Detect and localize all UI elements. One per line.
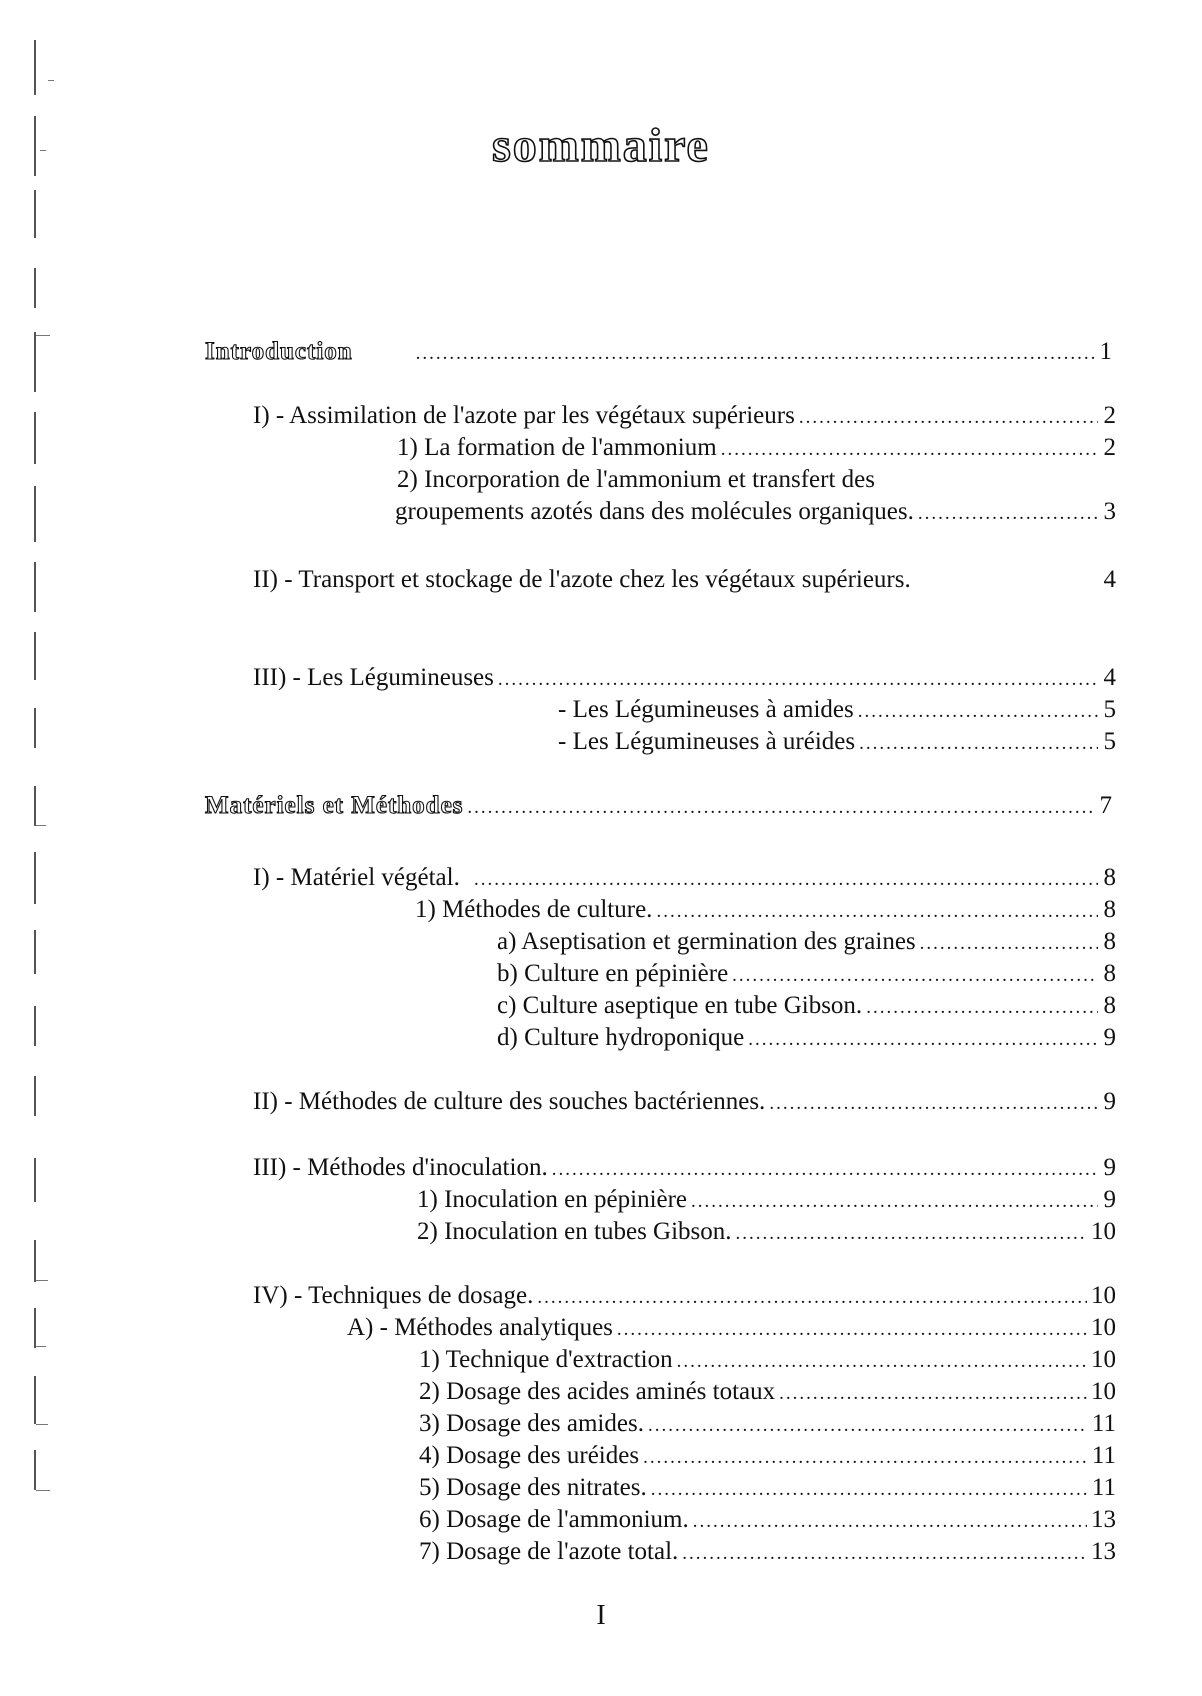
page-number: 4 xyxy=(1103,664,1116,691)
page-number: 8 xyxy=(1103,896,1116,923)
toc-entry xyxy=(419,1346,1116,1378)
page-number: 7 xyxy=(1099,792,1112,819)
toc-entry xyxy=(417,1186,1116,1218)
page-number: 2 xyxy=(1103,402,1116,429)
page-number: 10 xyxy=(1091,1282,1116,1309)
entry-text: III) - Méthodes d'inoculation. xyxy=(253,1154,548,1181)
leader-dots xyxy=(721,439,1098,461)
page-number: 10 xyxy=(1091,1218,1116,1245)
toc-entry xyxy=(419,1410,1116,1442)
page-folio: I xyxy=(596,1600,606,1631)
page-number: 11 xyxy=(1091,1474,1116,1501)
leader-dots xyxy=(552,1159,1098,1181)
toc-entry xyxy=(253,1154,1116,1186)
page-number: 9 xyxy=(1103,1088,1116,1115)
toc-section-materiels-methodes xyxy=(205,792,1112,826)
leader-dots xyxy=(866,997,1098,1019)
entry-text: c) Culture aseptique en tube Gibson. xyxy=(497,992,863,1019)
entry-text: I) - Assimilation de l'azote par les végétaux supérieurs xyxy=(253,402,795,429)
leader-dots xyxy=(691,1191,1098,1213)
entry-text: 3) Dosage des amides. xyxy=(419,1410,644,1437)
toc-entry xyxy=(253,566,1116,598)
leader-dots xyxy=(693,1511,1087,1533)
toc-entry xyxy=(497,928,1116,960)
page-number: 8 xyxy=(1103,992,1116,1019)
leader-dots xyxy=(858,701,1098,723)
toc-entry xyxy=(419,1378,1116,1410)
toc-section-introduction xyxy=(205,338,1112,372)
toc-entry xyxy=(397,466,875,494)
leader-dots xyxy=(617,1319,1087,1341)
entry-text: - Les Légumineuses à amides xyxy=(558,696,854,723)
toc-entry xyxy=(419,1442,1116,1474)
page-number: 13 xyxy=(1091,1506,1116,1533)
page-number: 11 xyxy=(1091,1442,1116,1469)
entry-text: 5) Dosage des nitrates. xyxy=(419,1474,647,1501)
toc-entry xyxy=(253,664,1116,696)
leader-dots xyxy=(656,901,1098,923)
page-number: 11 xyxy=(1091,1410,1116,1437)
entry-text: 1) Technique d'extraction xyxy=(419,1346,673,1373)
entry-text: 1) La formation de l'ammonium xyxy=(397,434,717,461)
page-number: 9 xyxy=(1103,1154,1116,1181)
leader-dots xyxy=(732,965,1098,987)
page-title: sommaire xyxy=(492,119,710,172)
entry-text: A) - Méthodes analytiques xyxy=(347,1314,613,1341)
toc-entry xyxy=(253,864,1116,896)
leader-dots xyxy=(736,1223,1087,1245)
entry-text: II) - Transport et stockage de l'azote chez les végétaux supérieurs. xyxy=(253,566,911,593)
entry-text: 4) Dosage des uréides xyxy=(419,1442,640,1469)
toc-entry xyxy=(253,1282,1116,1314)
toc-entry xyxy=(397,434,1116,466)
entry-text: III) - Les Légumineuses xyxy=(253,664,494,691)
entry-text: 2) Dosage des acides aminés totaux xyxy=(419,1378,776,1405)
page-number: 8 xyxy=(1103,960,1116,987)
page-number: 2 xyxy=(1103,434,1116,461)
entry-text: groupements azotés dans des molécules organiques. xyxy=(395,498,914,525)
entry-text: a) Aseptisation et germination des graines xyxy=(497,928,916,955)
leader-dots xyxy=(467,797,1094,819)
entry-text: IV) - Techniques de dosage. xyxy=(253,1282,534,1309)
entry-text: - Les Légumineuses à uréides xyxy=(558,728,856,755)
toc-entry xyxy=(558,728,1116,760)
toc-entry xyxy=(253,1088,1116,1120)
page-number: 1 xyxy=(1099,338,1112,365)
leader-dots xyxy=(748,1029,1098,1051)
leader-dots xyxy=(769,1093,1098,1115)
toc-entry xyxy=(419,1538,1116,1570)
entry-text: 7) Dosage de l'azote total. xyxy=(419,1538,679,1565)
page-number: 13 xyxy=(1091,1538,1116,1565)
page-number: 8 xyxy=(1103,864,1116,891)
leader-dots xyxy=(677,1351,1087,1373)
entry-text: 1) Inoculation en pépinière xyxy=(417,1186,688,1213)
leader-dots xyxy=(651,1479,1088,1501)
entry-text: 6) Dosage de l'ammonium. xyxy=(419,1506,689,1533)
toc-entry xyxy=(417,1218,1116,1250)
page-number: 10 xyxy=(1091,1314,1116,1341)
binding-marks xyxy=(26,40,66,1650)
leader-dots xyxy=(498,669,1098,691)
toc-entry xyxy=(395,498,1116,530)
page-number: 9 xyxy=(1103,1186,1116,1213)
toc-entry xyxy=(497,992,1116,1024)
entry-text: 2) Incorporation de l'ammonium et transfert des xyxy=(397,466,875,493)
leader-dots xyxy=(682,1543,1087,1565)
page-number: 4 xyxy=(1103,566,1116,593)
leader-dots xyxy=(474,869,1098,891)
page-number: 10 xyxy=(1091,1346,1116,1373)
entry-text: 2) Inoculation en tubes Gibson. xyxy=(417,1218,732,1245)
toc-entry xyxy=(415,896,1116,928)
entry-text: d) Culture hydroponique xyxy=(497,1024,745,1051)
toc-entry xyxy=(347,1314,1116,1346)
leader-dots xyxy=(643,1447,1088,1469)
entry-text: I) - Matériel végétal. xyxy=(253,864,460,891)
toc-entry xyxy=(558,696,1116,728)
entry-text: b) Culture en pépinière xyxy=(497,960,729,987)
leader-dots xyxy=(859,733,1098,755)
page-number: 5 xyxy=(1103,728,1116,755)
toc-entry xyxy=(497,1024,1116,1056)
page-number: 3 xyxy=(1103,498,1116,525)
page-number: 10 xyxy=(1091,1378,1116,1405)
toc-entry xyxy=(253,402,1116,434)
entry-text: II) - Méthodes de culture des souches bactériennes. xyxy=(253,1088,766,1115)
entry-text: 1) Méthodes de culture. xyxy=(415,896,653,923)
leader-dots xyxy=(779,1383,1087,1405)
leader-dots xyxy=(416,343,1094,365)
toc-entry xyxy=(419,1506,1116,1538)
page-number: 9 xyxy=(1103,1024,1116,1051)
leader-dots xyxy=(648,1415,1088,1437)
section-label: Introduction xyxy=(205,338,353,365)
leader-dots xyxy=(920,933,1098,955)
page-number: 5 xyxy=(1103,696,1116,723)
leader-dots xyxy=(537,1287,1087,1309)
toc-entry xyxy=(419,1474,1116,1506)
toc-entry xyxy=(497,960,1116,992)
section-label: Matériels et Méthodes xyxy=(205,792,464,819)
leader-dots xyxy=(799,407,1098,429)
leader-dots xyxy=(918,503,1098,525)
page-number: 8 xyxy=(1103,928,1116,955)
